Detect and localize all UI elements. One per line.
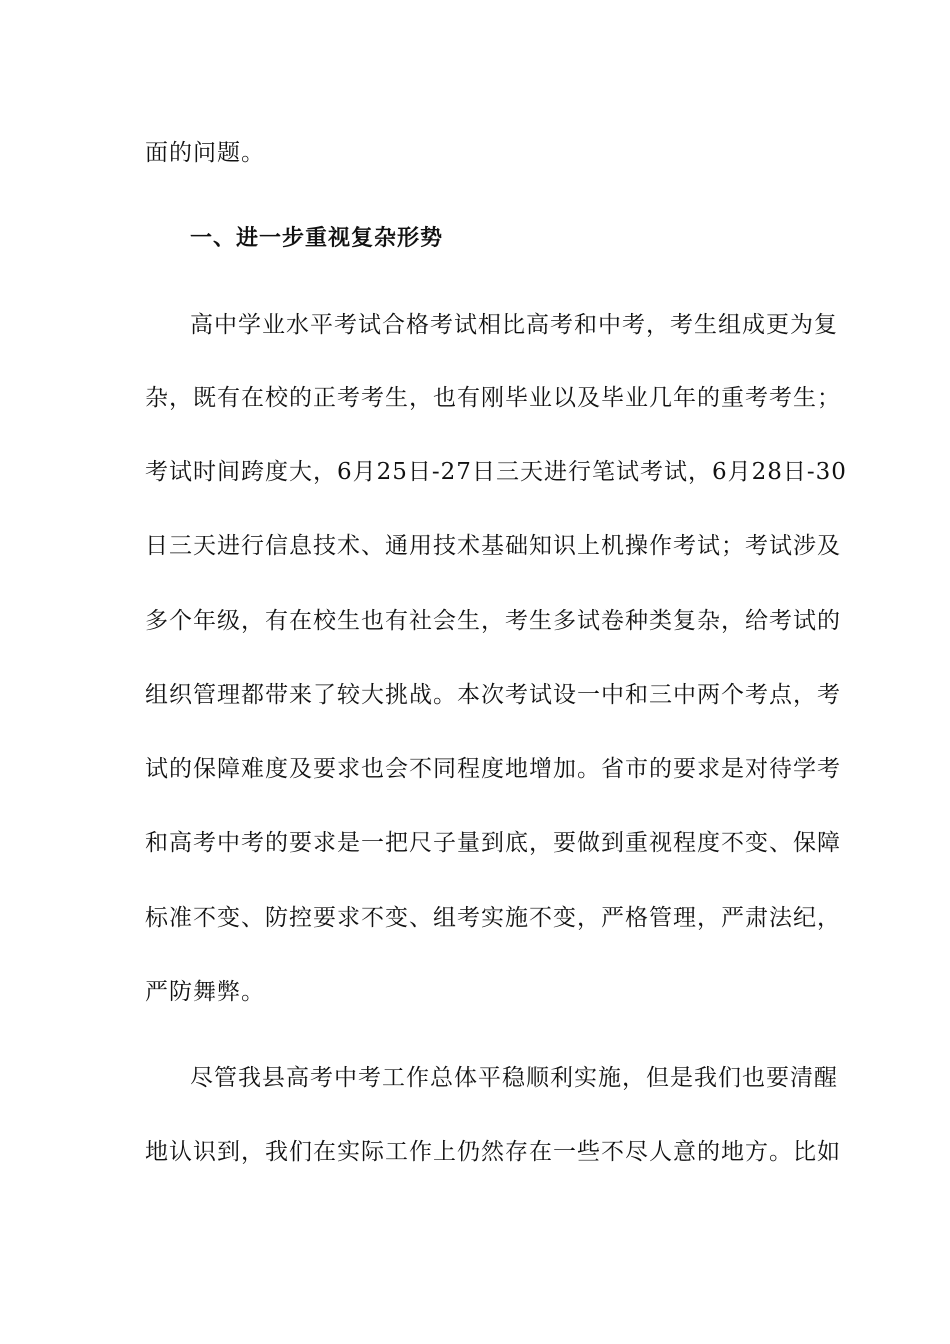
paragraph-line: 标准不变、防控要求不变、组考实施不变，严格管理，严肃法纪， <box>145 905 841 931</box>
paragraph-line: 面的问题。 <box>145 140 265 166</box>
paragraph-line: 尽管我县高考中考工作总体平稳顺利实施，但是我们也要清醒 <box>190 1065 838 1091</box>
section-heading: 一、进一步重视复杂形势 <box>190 226 444 251</box>
paragraph-line: 试的保障难度及要求也会不同程度地增加。省市的要求是对待学考 <box>145 756 841 782</box>
paragraph-line: 高中学业水平考试合格考试相比高考和中考，考生组成更为复 <box>190 312 838 338</box>
paragraph-line: 组织管理都带来了较大挑战。本次考试设一中和三中两个考点，考 <box>145 682 841 708</box>
paragraph-line: 严防舞弊。 <box>145 979 265 1005</box>
paragraph-line: 多个年级，有在校生也有社会生，考生多试卷种类复杂，给考试的 <box>145 608 841 634</box>
paragraph-line: 和高考中考的要求是一把尺子量到底，要做到重视程度不变、保障 <box>145 830 841 856</box>
paragraph-line: 地认识到，我们在实际工作上仍然存在一些不尽人意的地方。比如 <box>145 1139 841 1165</box>
paragraph-line: 日三天进行信息技术、通用技术基础知识上机操作考试；考试涉及 <box>145 533 841 559</box>
paragraph-line: 考试时间跨度大，6月25日-27日三天进行笔试考试，6月28日-30 <box>145 459 847 485</box>
paragraph-line: 杂，既有在校的正考考生，也有刚毕业以及毕业几年的重考考生； <box>145 385 841 411</box>
